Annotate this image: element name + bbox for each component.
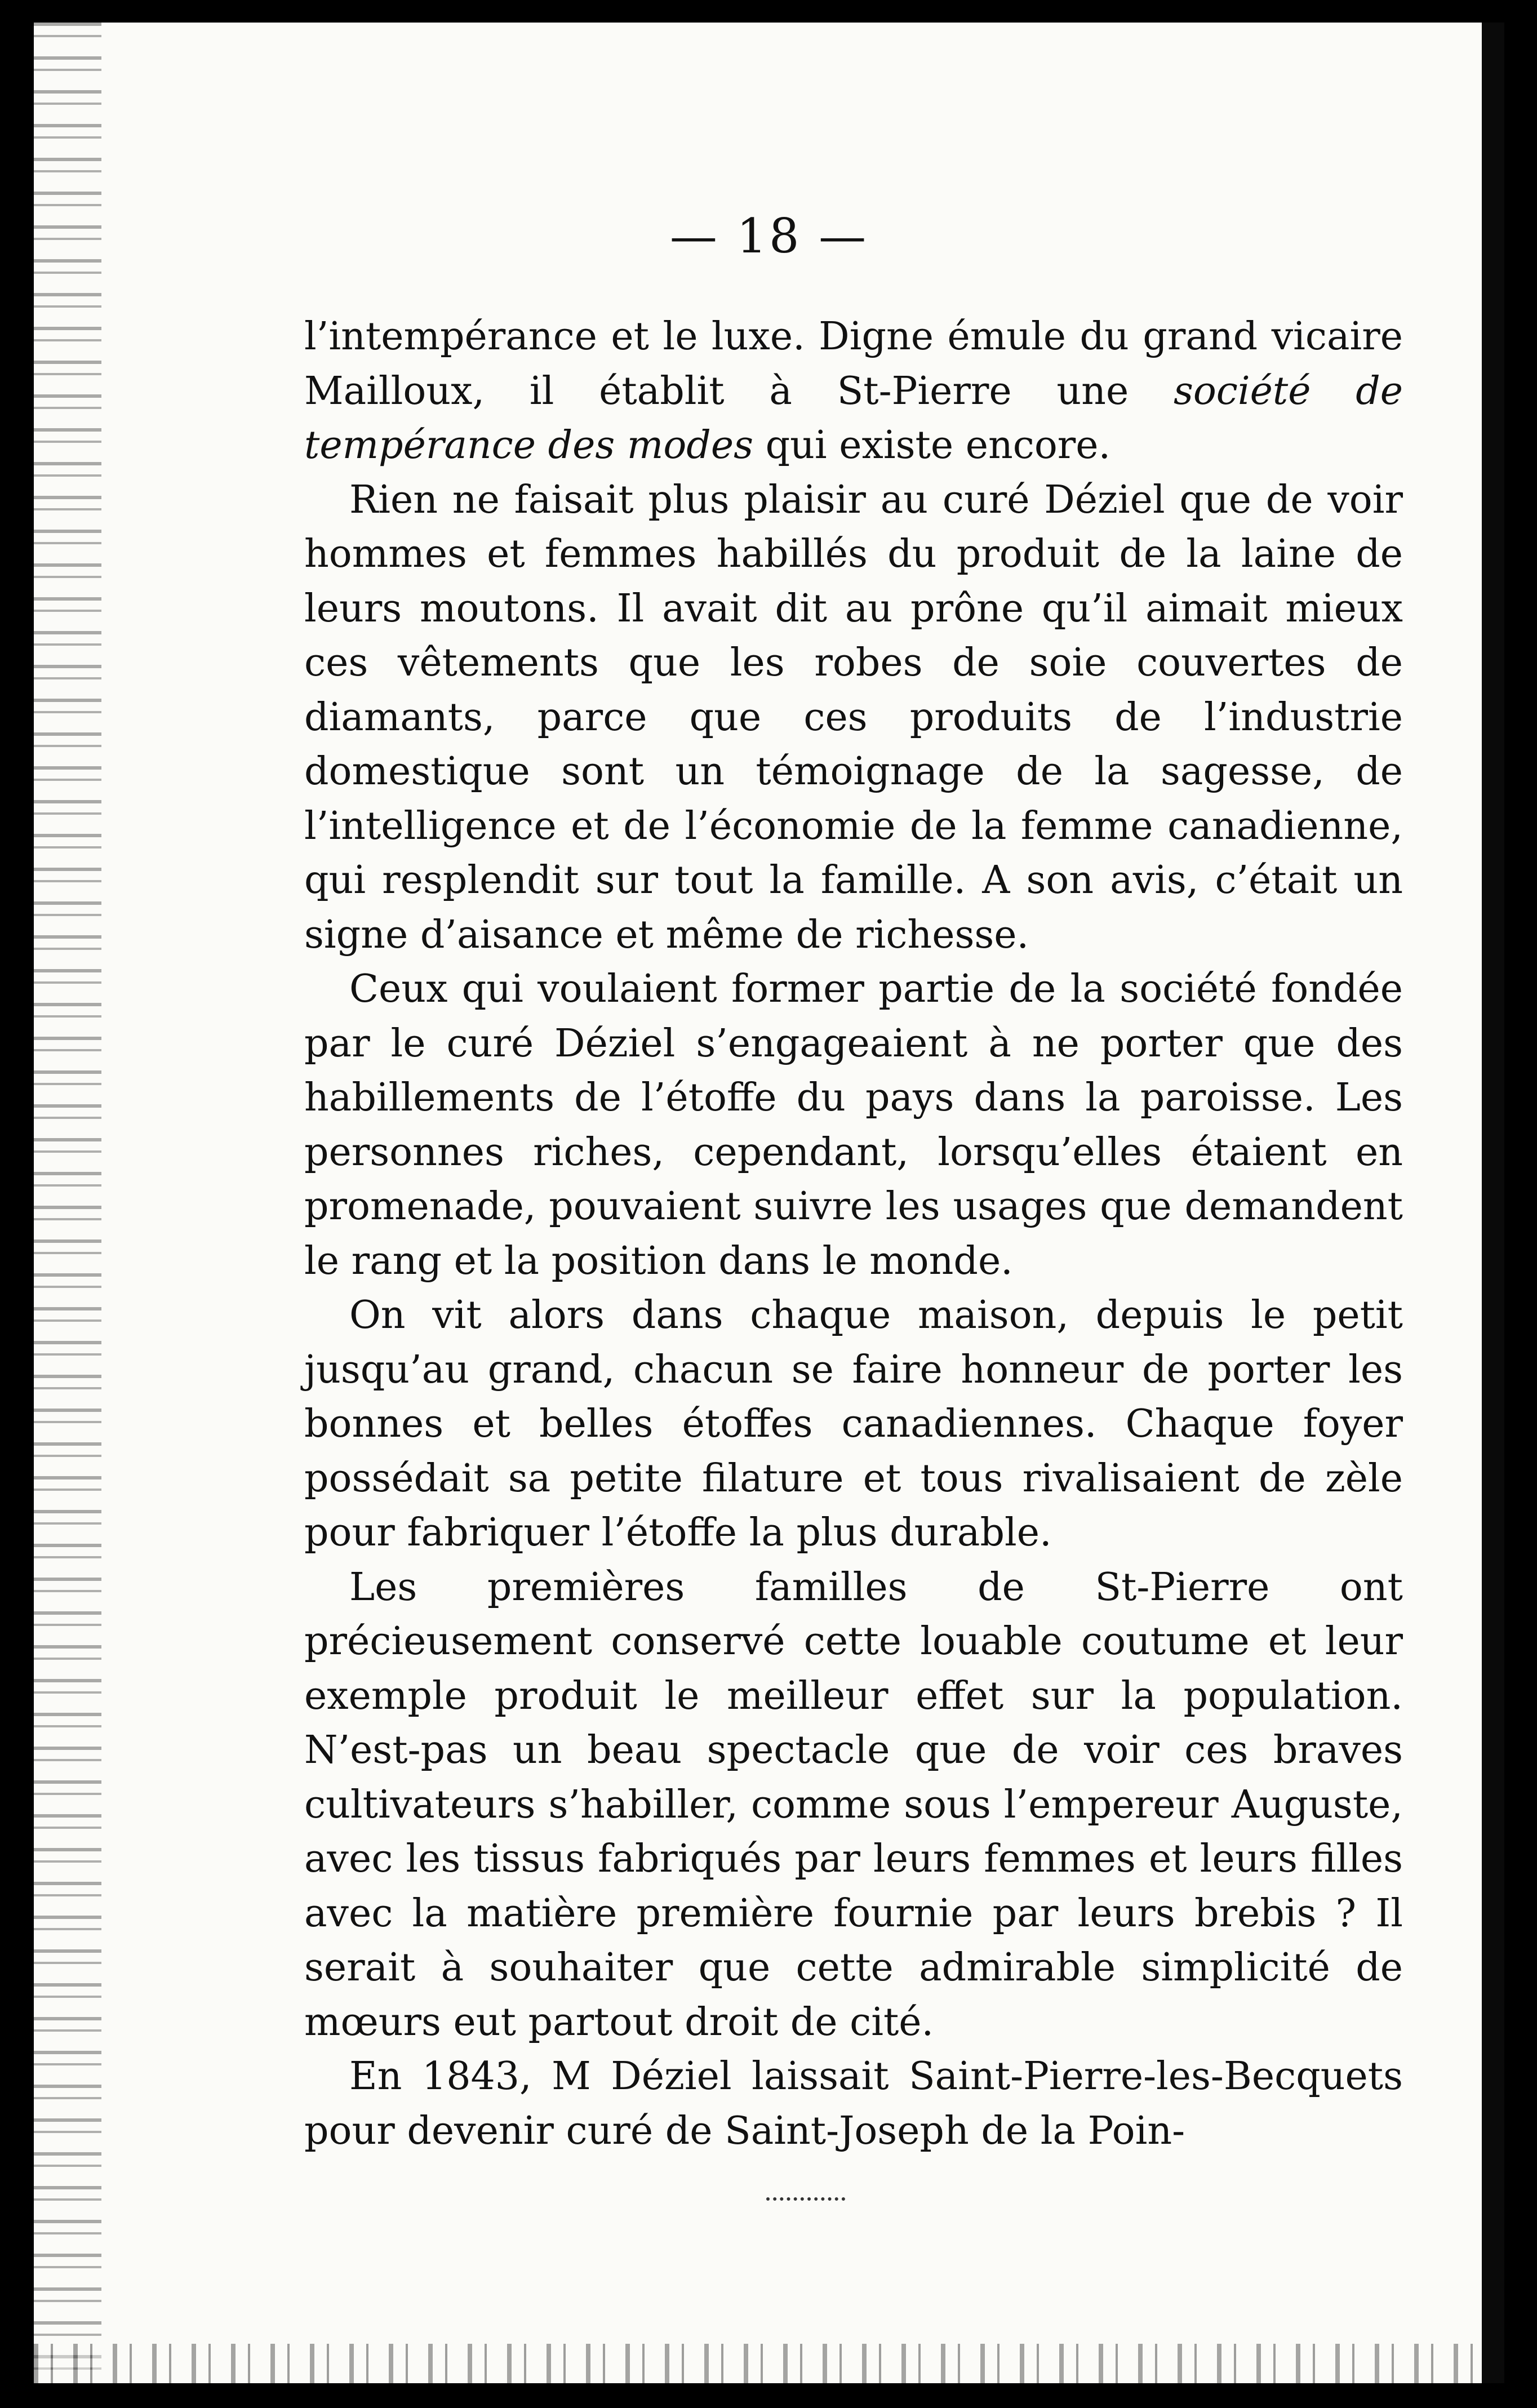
paragraph-3: Ceux qui voulaient former partie de la société fondée par le curé Déziel s’engageaient à ne porter que des habillements de l’étoffe du pays dans la paroisse. Les personnes riches, cependant, lorsqu’elles étaient en promenade, pouvaient suivre les usages que demandent le rang et la position dans le monde.	[304, 967, 1403, 1283]
ink-smudge	[766, 2192, 845, 2201]
scan-edge-bottom	[34, 2344, 1504, 2383]
paragraph-1-after: qui existe encore.	[753, 423, 1111, 468]
paragraph-1-before: l’intempérance et le luxe. Digne émule du grand vicaire Mailloux, il établit à St-Pierre une	[304, 314, 1403, 414]
paragraph-1	[304, 310, 1403, 473]
body-text	[304, 310, 1403, 2158]
paragraph-5: Les premières familles de St-Pierre ont précieusement conservé cette louable coutume et leur exemple produit le meilleur effet sur la population. N’est-pas un beau spectacle que de voir ces braves cultivateurs s’habiller, comme sous l’empereur Auguste, avec les tissus fabriqués par leurs femmes et leurs filles avec la matière première fournie par leurs brebis ? Il serait à souhaiter que cette admirable simplicité de mœurs eut partout droit de cité.	[304, 1565, 1403, 2045]
paragraph-6: En 1843, M Déziel laissait Saint-Pierre-les-Becquets pour devenir curé de Saint-Joseph de la Poin-	[304, 2054, 1403, 2153]
paragraph-2: Rien ne faisait plus plaisir au curé Déziel que de voir hommes et femmes habillés du produit de la laine de leurs moutons. Il avait dit au prône qu’il aimait mieux ces vêtements que les robes de soie couvertes de diamants, parce que ces produits de l’industrie domestique sont un témoignage de la sagesse, de l’intelligence et de l’économie de la femme canadienne, qui resplendit sur tout la famille. A son avis, c’était un signe d’aisance et même de richesse.	[304, 477, 1403, 957]
paragraph-1-italic: société de tempérance des modes	[304, 368, 1403, 468]
scan-edge-left	[34, 23, 101, 2383]
paragraph-4: On vit alors dans chaque maison, depuis le petit jusqu’au grand, chacun se faire honneur de porter les bonnes et belles étoffes canadiennes. Chaque foyer possédait sa petite filature et tous rivalisaient de zèle pour fabriquer l’étoffe la plus durable.	[304, 1293, 1403, 1555]
scan-edge-right	[1482, 23, 1504, 2383]
book-page	[34, 23, 1504, 2383]
page-number: — 18 —	[669, 208, 869, 264]
